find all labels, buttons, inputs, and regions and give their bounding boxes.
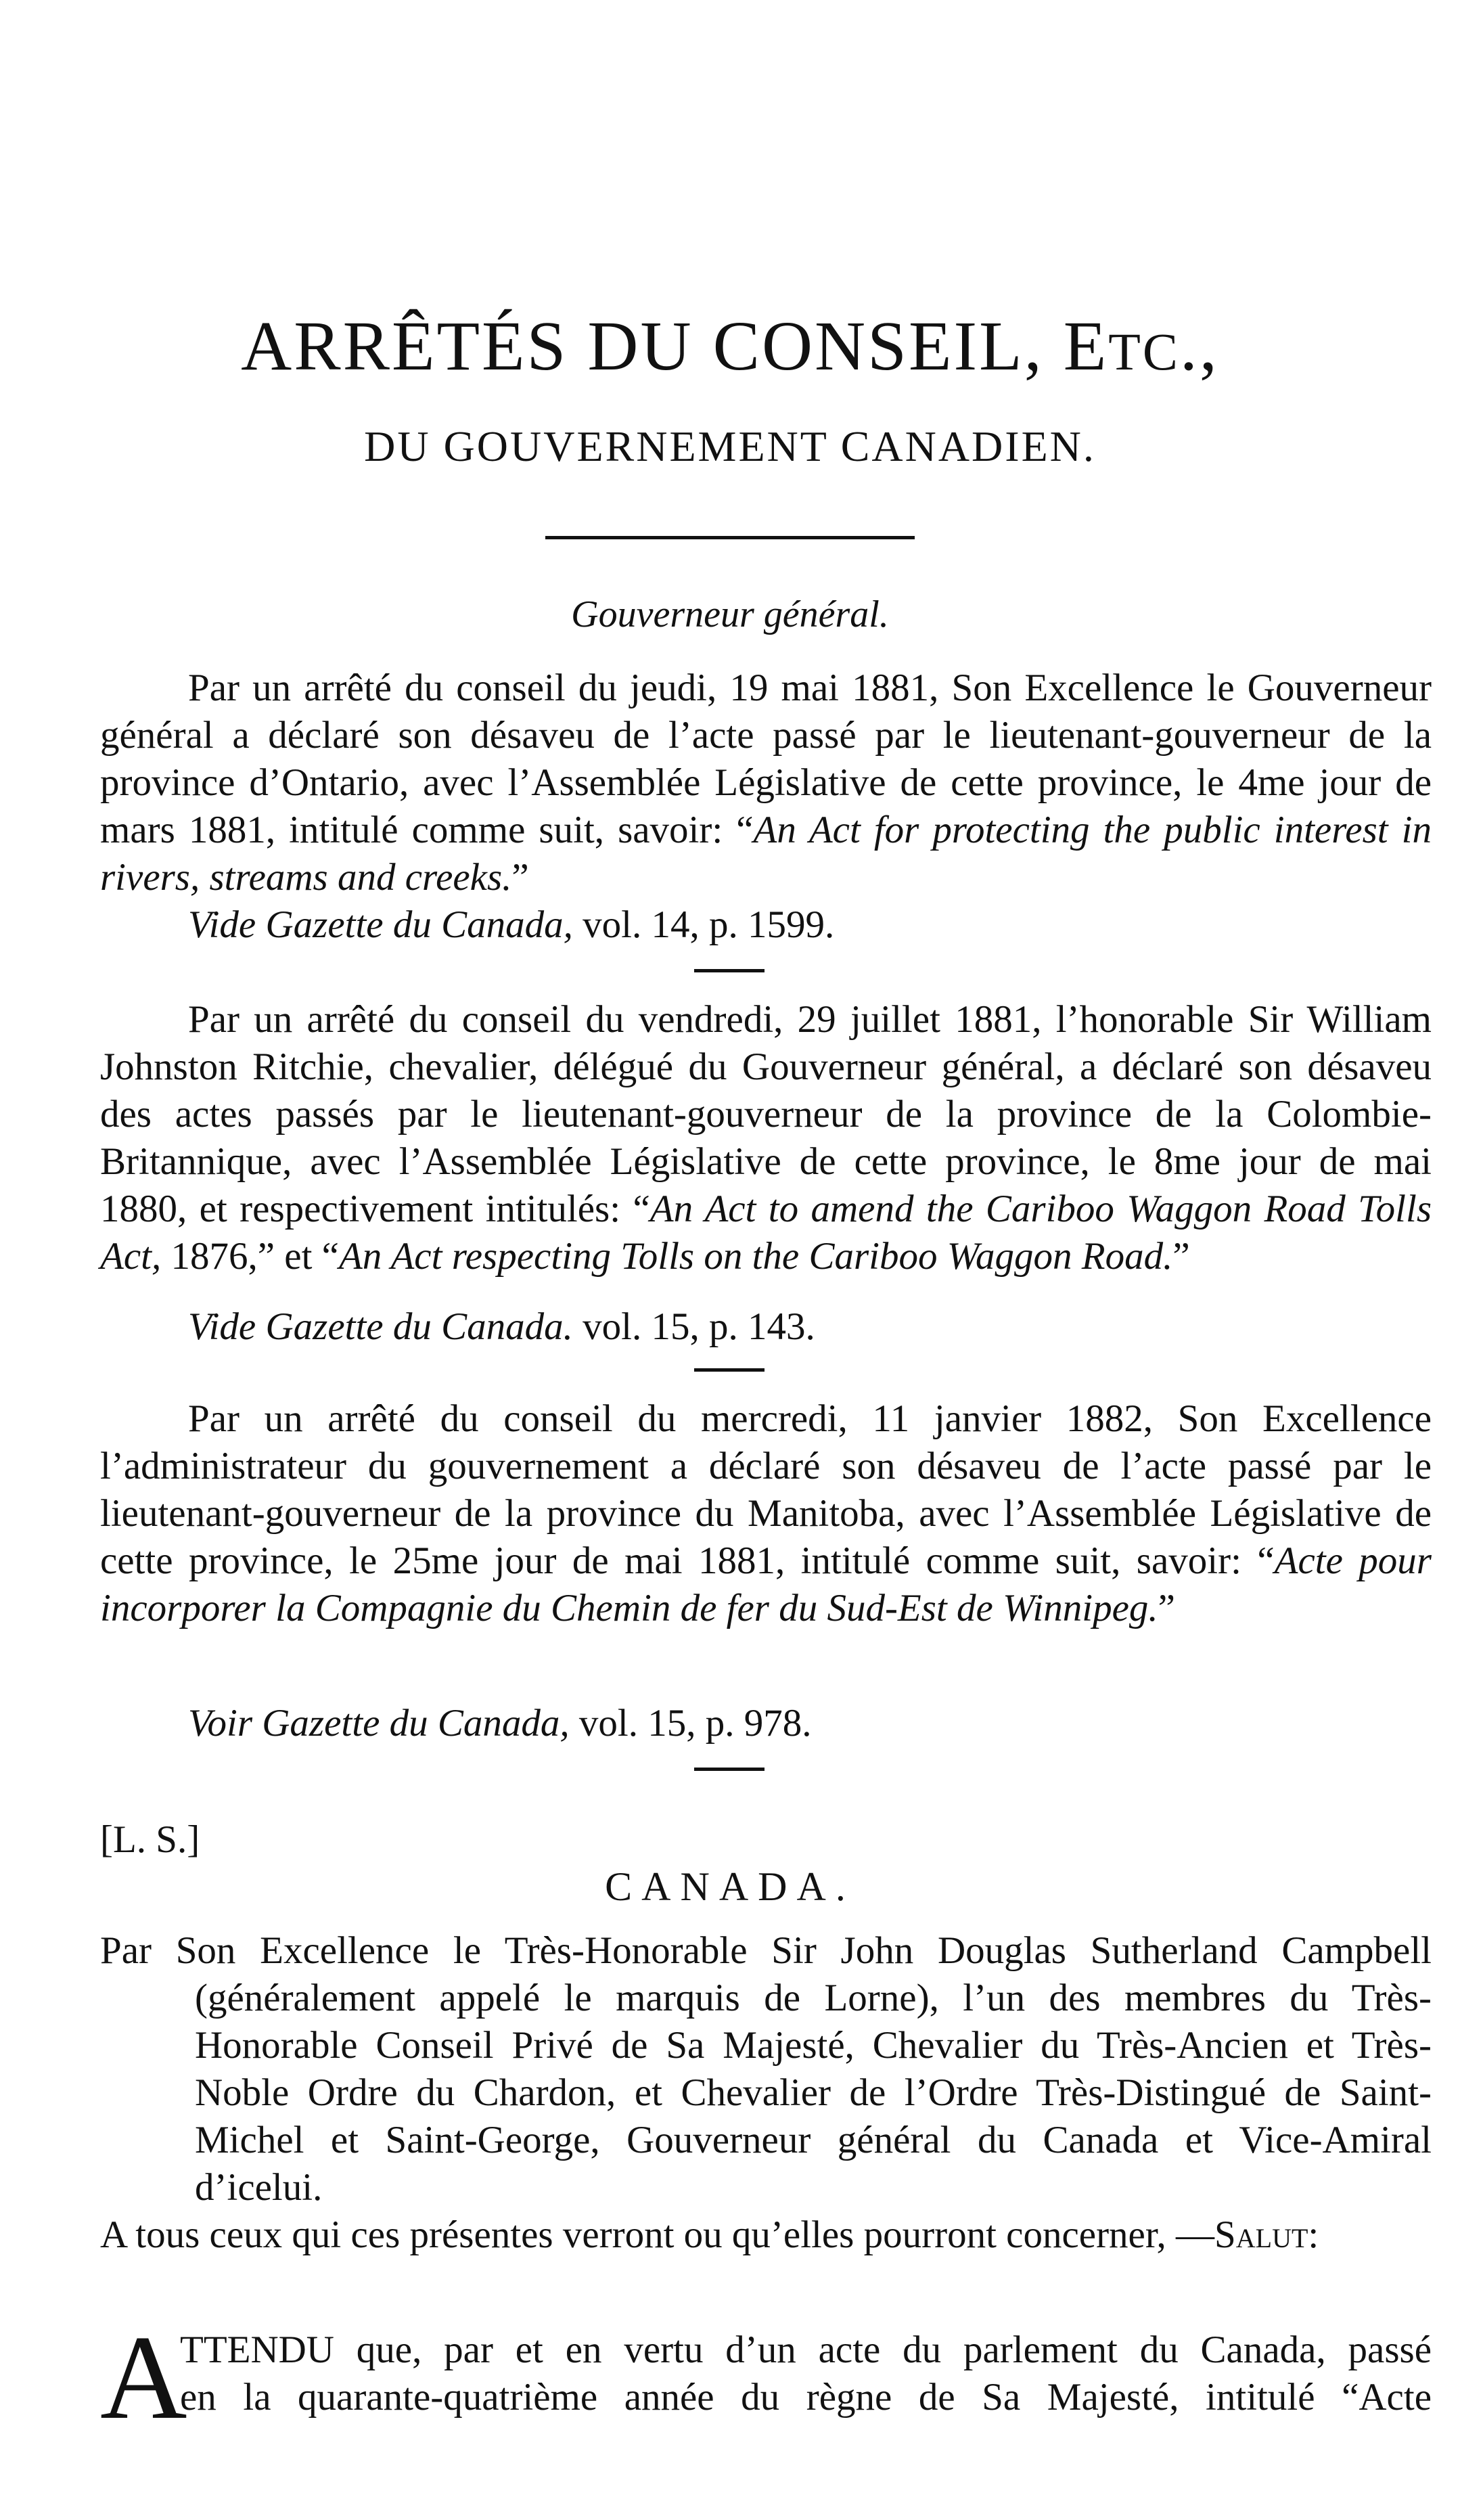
attendu-line-2: en la quarante-quatrième année du règne de Sa Majesté, intitulé “Acte <box>180 2376 1432 2418</box>
entry-3-reference <box>188 1702 812 1745</box>
entry-2-close: ” <box>1172 1235 1190 1278</box>
seal-mark: [L. S.] <box>100 1818 200 1861</box>
entry-2-act-title-2: An Act respecting Tolls on the Cariboo Waggon Road. <box>338 1235 1173 1278</box>
page-subtitle: DU GOUVERNEMENT CANADIEN. <box>364 422 1096 470</box>
drop-cap: A <box>100 2310 187 2444</box>
greeting-text: A tous ceux qui ces présentes verront ou qu’elles pourront concerner, — <box>100 2213 1215 2256</box>
entry-3-ref-detail: vol. 15, p. 978. <box>569 1702 812 1745</box>
entry-2-ref-source: Vide Gazette du Canada. <box>188 1305 573 1348</box>
entry-2-middle: 1876,” et “ <box>161 1235 339 1278</box>
entry-2-text <box>100 996 1432 1280</box>
entry-1-close: ” <box>511 856 529 899</box>
salut-end: : <box>1308 2213 1319 2256</box>
salut-word: Salut <box>1214 2213 1308 2256</box>
entry-1-ref-source: Vide Gazette du Canada, <box>188 903 573 946</box>
entry-3-close: ” <box>1158 1587 1175 1629</box>
section-heading: Gouverneur général. <box>571 593 889 635</box>
entry-1-text <box>100 665 1432 901</box>
entry-3-body: Par un arrêté du conseil du mercredi, 11 janvier 1882, Son Excellence l’administrateur du gouvernement a déclaré son désaveu de l’acte passé par le lieutenant-gouverneur de la province du Manitoba, avec l’Assemblée Législative de cette province, le 25me jour de mai 1881, intitulé comme suit, savoir: “ <box>100 1397 1432 1582</box>
proclamation-by: Par Son Excellence le Très-Honorable Sir John Douglas Sutherland Campbell (généralement appelé le marquis de Lorne), l’un des membres du Très-Honorable Conseil Privé de Sa Majesté, Chevalier du Très-Ancien et Très-Noble Ordre du Chardon, et Chevalier de l’Ordre Très-Distingué de Saint-Michel et Saint-George, Gouverneur général du Canada et Vice-Amiral d’icelui. <box>100 1929 1432 2209</box>
title-rule <box>545 536 915 539</box>
entry-3-act-title: Acte pour incorporer la Compagnie du Chemin de fer du Sud-Est de Winnipeg. <box>100 1539 1432 1629</box>
entry-1-body: Par un arrêté du conseil du jeudi, 19 mai 1881, Son Excellence le Gouverneur général a déclaré son désaveu de l’acte passé par le lieutenant-gouverneur de la province d’Ontario, avec l’Assemblée Législative de cette province, le 4me jour de mars 1881, intitulé comme suit, savoir: “ <box>100 667 1432 851</box>
entry-2-ref-detail: vol. 15, p. 143. <box>572 1305 815 1348</box>
entry-1-reference <box>188 905 834 944</box>
greeting <box>100 2211 1432 2259</box>
separator-rule-3 <box>694 1768 765 1771</box>
entry-3-ref-source: Voir Gazette du Canada, <box>188 1702 570 1745</box>
proclamation-heading: CANADA. <box>605 1864 855 1909</box>
title-smallcaps: TC <box>1108 322 1180 381</box>
title-end: ., <box>1179 307 1219 385</box>
entry-1-act-title: An Act for protecting the public interest in rivers, streams and creeks. <box>100 809 1432 899</box>
entry-2-reference <box>188 1307 815 1346</box>
page-title <box>0 307 1460 385</box>
entry-2-body: Par un arrêté du conseil du vendredi, 29 juillet 1881, l’honorable Sir William Johnston Ritchie, chevalier, délégué du Gouverneur général, a déclaré son désaveu des actes passés par le lieutenant-gouverneur de la province de la Colombie-Britannique, avec l’Assemblée Législative de cette province, le 8me jour de mai 1880, et respectivement intitulés: “ <box>100 998 1432 1230</box>
entry-3-text <box>100 1395 1432 1632</box>
separator-rule-2 <box>694 1368 765 1372</box>
title-main: ARRÊTÉS DU CONSEIL, E <box>241 307 1109 385</box>
separator-rule-1 <box>694 969 765 972</box>
attendu-line-1: TTENDU que, par et en vertu d’un acte du parlement du Canada, passé <box>180 2328 1432 2371</box>
entry-1-ref-detail: vol. 14, p. 1599. <box>572 903 835 946</box>
entry-2-act-title: An Act to amend the Cariboo Waggon Road Tolls Act, <box>100 1188 1432 1278</box>
